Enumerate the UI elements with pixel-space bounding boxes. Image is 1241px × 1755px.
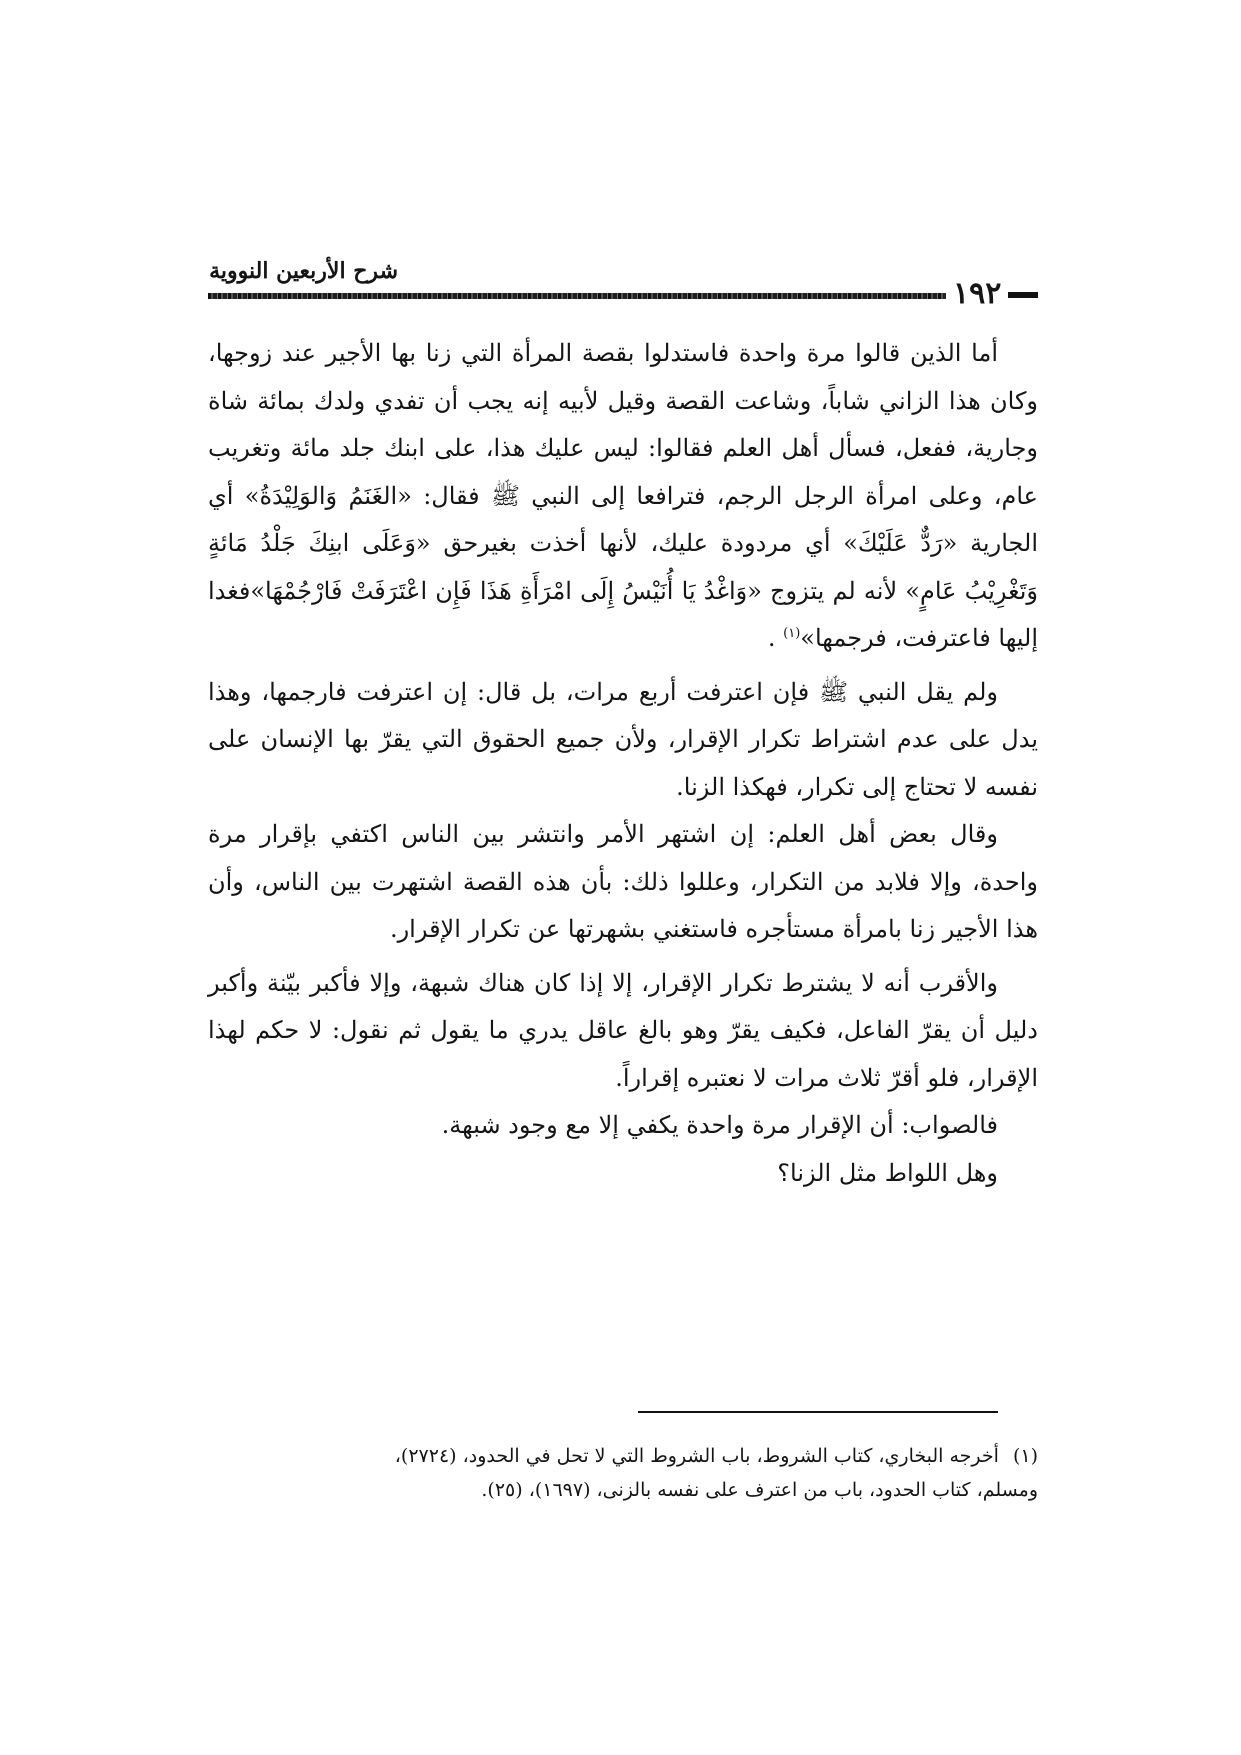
paragraph: [208, 669, 1038, 812]
paragraph: وهل اللواط مثل الزنا؟: [777, 1158, 998, 1187]
page-number-dash: [1008, 292, 1038, 298]
text-line: وقال بعض أهل العلم: إن اشتهر الأمر وانتشر بين الناس اكتفي بإقرار: [260, 820, 998, 848]
text-line: زوجها، وكان هذا الزاني شاباً، وشاعت القصة وقيل لأبيه إنه يجب أن تفدي: [208, 339, 1038, 415]
text-line: على ابنك جلد مائة وتغريب عام، وعلى امرأة الرجل الرجم، فترافعا إلى النبي: [208, 434, 1038, 510]
footnote-reference[interactable]: (١): [783, 626, 801, 641]
text-end: .: [767, 624, 784, 652]
text-line: فارجمها، وهذا يدل على عدم اشتراط تكرار الإقرار، ولأن جميع الحقوق: [208, 677, 1038, 753]
text-line: نقول: لا حكم لهذا الإقرار، فلو أقرّ ثلاث مرات لا نعتبره إقراراً.: [208, 1016, 1038, 1092]
footnote-item: [208, 1439, 1038, 1473]
text-line: أخذت بغيرحق «وَعَلَى ابنِكَ جَلْدُ مَائةٍ وَتَغْرِيْبُ عَامٍ» لأنه لم يتزوج «وَاغْدُ يَا: [208, 529, 1038, 605]
paragraph: فالصواب: أن الإقرار مرة واحدة يكفي إلا مع وجود شبهة.: [441, 1111, 998, 1139]
text-line: والأقرب أنه لا يشترط تكرار الإقرار، إلا إذا كان هناك شبهة، وإلا فأكبر: [309, 968, 998, 997]
text-line: التي يقرّ بها الإنسان على نفسه لا تحتاج إلى تكرار، فهكذا الزنا.: [208, 725, 1038, 801]
text-line: ولدك بمائة شاة وجارية، ففعل، فسأل أهل العلم فقالوا: ليس عليك هذا،: [208, 386, 1038, 462]
text-line: مرة واحدة، وإلا فلابد من التكرار، وعللوا ذلك: بأن هذه القصة اشتهرت بين: [208, 820, 1038, 896]
text-line: الناس، وأن هذا الأجير زنا بامرأة مستأجره فاستغني بشهرتها عن تكرار: [208, 867, 1038, 943]
page-header: [208, 258, 1038, 311]
paragraph: [208, 960, 1038, 1103]
footnote-number: (١): [1012, 1445, 1038, 1467]
text-line: ﷺ فقال: «الغَنَمُ وَالوَلِيْدَةُ» أي الجارية «رَدٌّ عَلَيْكَ» أي مردودة عليك، لأنها: [208, 481, 1038, 557]
main-text: [208, 330, 1038, 1197]
text-line: ولم يقل النبي ﷺ فإن اعترفت أربع مرات، بل قال: إن اعترفت: [356, 677, 998, 706]
text-line: أما الذين قالوا مرة واحدة فاستدلوا بقصة المرأة التي زنا بها الأجير عند: [281, 339, 998, 367]
footnotes: [208, 1439, 1038, 1507]
footnote-continuation: ومسلم، كتاب الحدود، باب من اعترف على نفسه بالزنى، (١٦٩٧)، (٢٥).: [481, 1479, 1038, 1501]
footnote-separator: [638, 1411, 998, 1413]
header-rule: [208, 293, 946, 299]
paragraph: [208, 811, 1038, 954]
text-line: بيّنة وأكبر دليل أن يقرّ الفاعل، فكيف يقرّ وهو بالغ عاقل يدري ما يقول ثم: [208, 968, 1038, 1044]
page-number: ١٩٢: [953, 276, 1002, 311]
running-title: شرح الأربعين النووية: [209, 258, 398, 284]
text-line: أُنَيْسُ إِلَى امْرَأَةِ هَذَا فَإِن اعْتَرَفَتْ فَارْجُمْهَا»فغدا إليها فاعترفت، فرجمها»: [208, 576, 1038, 652]
paragraph: [208, 330, 1038, 663]
text-line: الإقرار.: [389, 915, 461, 943]
footnote-text: أخرجه البخاري، كتاب الشروط، باب الشروط التي لا تحل في الحدود، (٢٧٢٤)،: [394, 1445, 999, 1467]
